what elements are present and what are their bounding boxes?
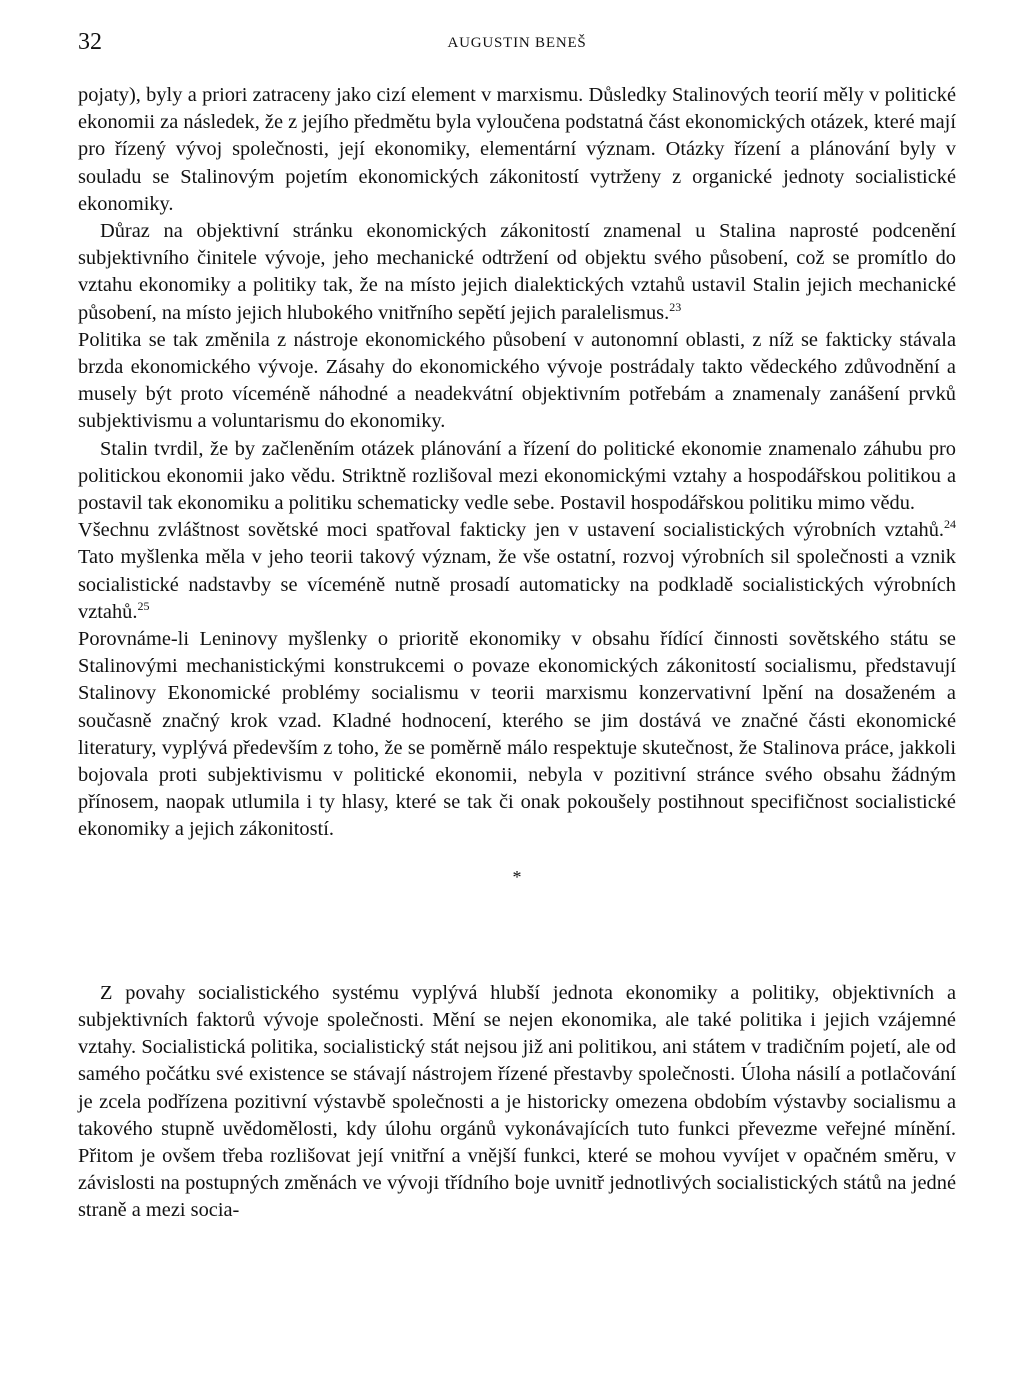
paragraph-5-text-a: Všechnu zvláštnost sovětské moci spatřoval fakticky jen v ustavení socialistických výrobních vztahů. — [78, 519, 944, 542]
paragraph-1: pojaty), byly a priori zatraceny jako cizí element v marxismu. Důsledky Stalinových teorií měly v politické ekonomii za následek, že z jejího předmětu byla vyloučena podstatná část ekonomických otázek, které mají pro řízený vývoj společnosti, její ekonomiky, elementární význam. Otázky řízení a plánování byly v souladu se Stalinovým pojetím ekonomických zákonitostí vytrženy z organické jednoty socialistické ekonomiky. — [78, 84, 956, 215]
body-text — [78, 82, 956, 1225]
page-number: 32 — [78, 29, 102, 55]
book-page — [78, 22, 956, 1225]
paragraph-4: Stalin tvrdil, že by začleněním otázek plánování a řízení do politické ekonomie znamenalo záhubu pro politickou ekonomii jako vědu. Striktně rozlišoval mezi ekonomickými vztahy a hospodářskou politikou a postavil tak ekonomiku a politiku schematicky vedle sebe. Postavil hospodářskou politiku mimo vědu. — [78, 437, 956, 515]
footnote-ref-25: 25 — [137, 599, 150, 614]
running-head: AUGUSTIN BENEŠ — [447, 35, 587, 51]
paragraph-5 — [78, 517, 956, 626]
section-break-mark: * — [512, 866, 522, 887]
section-break — [78, 844, 956, 980]
footnote-ref-23: 23 — [669, 299, 682, 314]
paragraph-6: Porovnáme-li Leninovy myšlenky o prioritě ekonomiky v obsahu řídící činnosti sovětského státu se Stalinovými mechanistickými konstrukcemi o povaze ekonomických zákonitostí socialismu, představují Stalinovy Ekonomické problémy socialismu v teorii marxismu konzervativní lpění na dosaženém a současně značný krok vzad. Kladné hodnocení, kterého se jim dostává ve značné části ekonomické literatury, vyplývá především z toho, že se poměrně málo respektuje skutečnost, že Stalinova práce, jakkoli bojovala proti subjektivismu v politické ekonomii, nebyla v pozitivní stránce svého obsahu žádným přínosem, naopak utlumila i ty hlasy, které se tak či onak pokoušely postihnout specifičnost socialistické ekonomiky a jejich zákonitostí. — [78, 628, 956, 841]
paragraph-2 — [78, 218, 956, 327]
paragraph-2-text: Důraz na objektivní stránku ekonomických zákonitostí znamenal u Stalina naprosté podcenění subjektivního činitele vývoje, jeho mechanické odtržení od objektu svého působení, což se promítlo do vztahu ekonomiky a politiky tak, že na místo jejich dialektických vztahů ustavil Stalin jejich mechanické působení, na místo jejich hlubokého vnitřního sepětí jejich paralelismus. — [78, 220, 956, 324]
paragraph-7: Z povahy socialistického systému vyplývá hlubší jednota ekonomiky a politiky, objektivních a subjektivních faktorů vývoje společnosti. Mění se nejen ekonomika, ale také politika i jejich vzájemné vztahy. Socialistická politika, socialistický stát nejsou již ani politikou, ani státem v tradičním pojetí, ale od samého počátku své existence se stávají nástrojem řízené přestavby společnosti. Úloha násilí a potlačování je zcela podřízena pozitivní výstavbě společnosti a je historicky omezena obdobím výstavby socialismu a takového stupně uvědomělosti, kdy úlohu orgánů vykonávajících tuto funkci převezme veřejné mínění. Přitom je ovšem třeba rozlišovat její vnitřní a vnější funkci, které se mohou vyvíjet v opačném směru, v závislosti na postupných změnách ve vývoji třídního boje uvnitř jednotlivých socialistických států na jedné straně a mezi socia- — [78, 981, 956, 1222]
paragraph-5-text-b: Tato myšlenka měla v jeho teorii takový význam, že vše ostatní, rozvoj výrobních sil společnosti a vznik socialistické nadstavby se víceméně nutně prosadí automaticky na podkladě socialistických výrobních vztahů. — [78, 546, 956, 623]
paragraph-3: Politika se tak změnila z nástroje ekonomického působení v autonomní oblasti, z níž se fakticky stávala brzda ekonomického vývoje. Zásahy do ekonomického vývoje postrádaly takto vědeckého zdůvodnění a musely být proto víceméně náhodné a neadekvátní objektivním potřebám a znamenaly zanášení prvků subjektivismu a voluntarismu do ekonomiky. — [78, 328, 956, 433]
page-header — [78, 22, 956, 82]
footnote-ref-24: 24 — [944, 517, 956, 532]
